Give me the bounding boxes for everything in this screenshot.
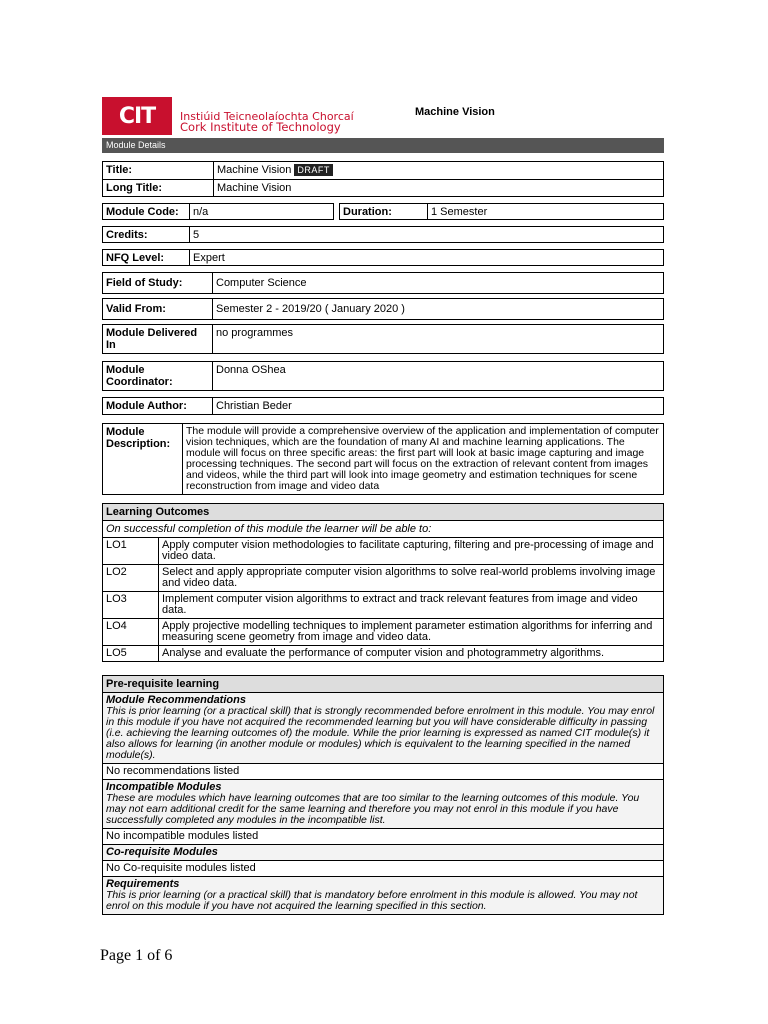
duration-row xyxy=(339,203,664,220)
long-title-row xyxy=(103,180,663,196)
field-of-study-value: Computer Science xyxy=(216,277,307,289)
logo-text: CIT xyxy=(118,103,156,129)
incompatible-description: These are modules which have learning outcomes that are too similar to the learning outcomes of this module. You may not earn additional credit for the same learning and therefore you may not enrol in this module if you have successfully completed any modules in the incompatible list. xyxy=(106,792,640,826)
institute-name xyxy=(180,111,354,133)
lo-text: Apply projective modelling techniques to implement parameter estimation algorithms for inferring and measuring scene geometry from image and video data. xyxy=(162,620,653,643)
lo-text: Implement computer vision algorithms to extract and track relevant features from image and video data. xyxy=(162,593,638,616)
credits-row xyxy=(102,226,664,243)
coordinator-label: Module Coordinator: xyxy=(103,362,213,390)
nfq-value: Expert xyxy=(193,252,225,264)
credits-label: Credits: xyxy=(103,227,190,242)
title-block xyxy=(102,161,664,197)
author-value: Christian Beder xyxy=(216,400,292,412)
module-code-label: Module Code: xyxy=(103,204,190,219)
description-row xyxy=(102,423,664,495)
learning-outcomes-heading: Learning Outcomes xyxy=(103,504,663,521)
valid-from-row xyxy=(102,298,664,320)
corequisite-block xyxy=(103,845,663,861)
lo-id: LO5 xyxy=(103,646,159,661)
description-label: Module Description: xyxy=(103,424,183,494)
requirements-block xyxy=(103,877,663,914)
valid-from-label: Valid From: xyxy=(103,299,213,319)
document-title: Machine Vision xyxy=(415,106,495,118)
incompatible-title: Incompatible Modules xyxy=(106,781,222,793)
lo-text: Analyse and evaluate the performance of computer vision and photogrammetry algorithms. xyxy=(162,647,605,659)
learning-outcomes-section xyxy=(102,503,664,662)
lo-text: Apply computer vision methodologies to facilitate capturing, filtering and pre-processing of image and video data. xyxy=(162,539,654,562)
delivered-in-row xyxy=(102,324,664,354)
prerequisite-section xyxy=(102,675,664,915)
requirements-title: Requirements xyxy=(106,878,180,890)
duration-label: Duration: xyxy=(340,204,428,219)
lo-id: LO2 xyxy=(103,565,159,591)
title-text: Machine Vision xyxy=(217,164,292,176)
recommendations-description: This is prior learning (or a practical skill) that is strongly recommended before enrolment in this module. You may enrol in this module if you have not acquired the recommended learning but you will have considerable difficulty in passing (i.e. achieving the learning outcomes of) the module. While the prior learning is expressed as named CIT module(s) it also allows for learning (in another module or modules) which is equivalent to the learning specified in the named module(s). xyxy=(106,705,655,761)
long-title-label: Long Title: xyxy=(103,180,214,196)
corequisite-value: No Co-requisite modules listed xyxy=(103,861,663,877)
field-of-study-label: Field of Study: xyxy=(103,273,213,293)
lo-row xyxy=(103,592,663,619)
valid-from-value: Semester 2 - 2019/20 ( January 2020 ) xyxy=(216,303,405,315)
requirements-description: This is prior learning (or a practical skill) that is mandatory before enrolment in this module is allowed. You may not enrol on this module if you have not acquired the learning specified in this section. xyxy=(106,889,638,912)
lo-row xyxy=(103,619,663,646)
title-row xyxy=(103,162,663,180)
description-value: The module will provide a comprehensive overview of the application and implementation of computer vision techniques, which are the foundation of many AI and machine learning applications. The module will focus on three specific areas: the first part will look at basic image capturing and image processing techniques. The second part will focus on the extraction of relevant content from images and videos, while the third part will look into image geometry and estimation techniques for scene reconstruction from image and video data xyxy=(186,425,659,492)
module-code-value: n/a xyxy=(193,206,209,218)
incompatible-value: No incompatible modules listed xyxy=(103,829,663,845)
delivered-in-value: no programmes xyxy=(216,327,294,339)
prerequisite-heading: Pre-requisite learning xyxy=(103,676,663,693)
author-row xyxy=(102,397,664,415)
long-title-value: Machine Vision xyxy=(217,181,292,194)
lo-id: LO4 xyxy=(103,619,159,645)
module-code-row xyxy=(102,203,334,220)
coordinator-row xyxy=(102,361,664,391)
coordinator-value: Donna OShea xyxy=(216,364,286,376)
corequisite-title: Co-requisite Modules xyxy=(106,846,218,858)
nfq-row xyxy=(102,249,664,266)
recommendations-block xyxy=(103,693,663,764)
credits-value: 5 xyxy=(193,229,200,241)
lo-row xyxy=(103,565,663,592)
field-of-study-row xyxy=(102,272,664,294)
lo-row xyxy=(103,646,663,661)
recommendations-title: Module Recommendations xyxy=(106,694,246,706)
institute-name-english: Cork Institute of Technology xyxy=(180,120,341,134)
author-label: Module Author: xyxy=(103,398,213,414)
lo-row xyxy=(103,538,663,565)
recommendations-value: No recommendations listed xyxy=(103,764,663,780)
lo-id: LO3 xyxy=(103,592,159,618)
learning-outcomes-intro: On successful completion of this module the learner will be able to: xyxy=(103,521,663,538)
nfq-label: NFQ Level: xyxy=(103,250,190,265)
title-label: Title: xyxy=(103,162,214,179)
incompatible-block xyxy=(103,780,663,829)
institute-name-irish: Instiúid Teicneolaíochta Chorcaí xyxy=(180,110,354,123)
title-value xyxy=(214,162,663,179)
lo-id: LO1 xyxy=(103,538,159,564)
delivered-in-label: Module Delivered In xyxy=(103,325,213,353)
lo-text: Select and apply appropriate computer vision algorithms to solve real-world problems involving image and video data. xyxy=(162,566,656,589)
cit-logo xyxy=(102,97,172,135)
page-number: Page 1 of 6 xyxy=(100,947,173,964)
duration-value: 1 Semester xyxy=(431,206,488,218)
draft-badge: DRAFT xyxy=(294,164,333,176)
module-details-band: Module Details xyxy=(102,138,664,153)
